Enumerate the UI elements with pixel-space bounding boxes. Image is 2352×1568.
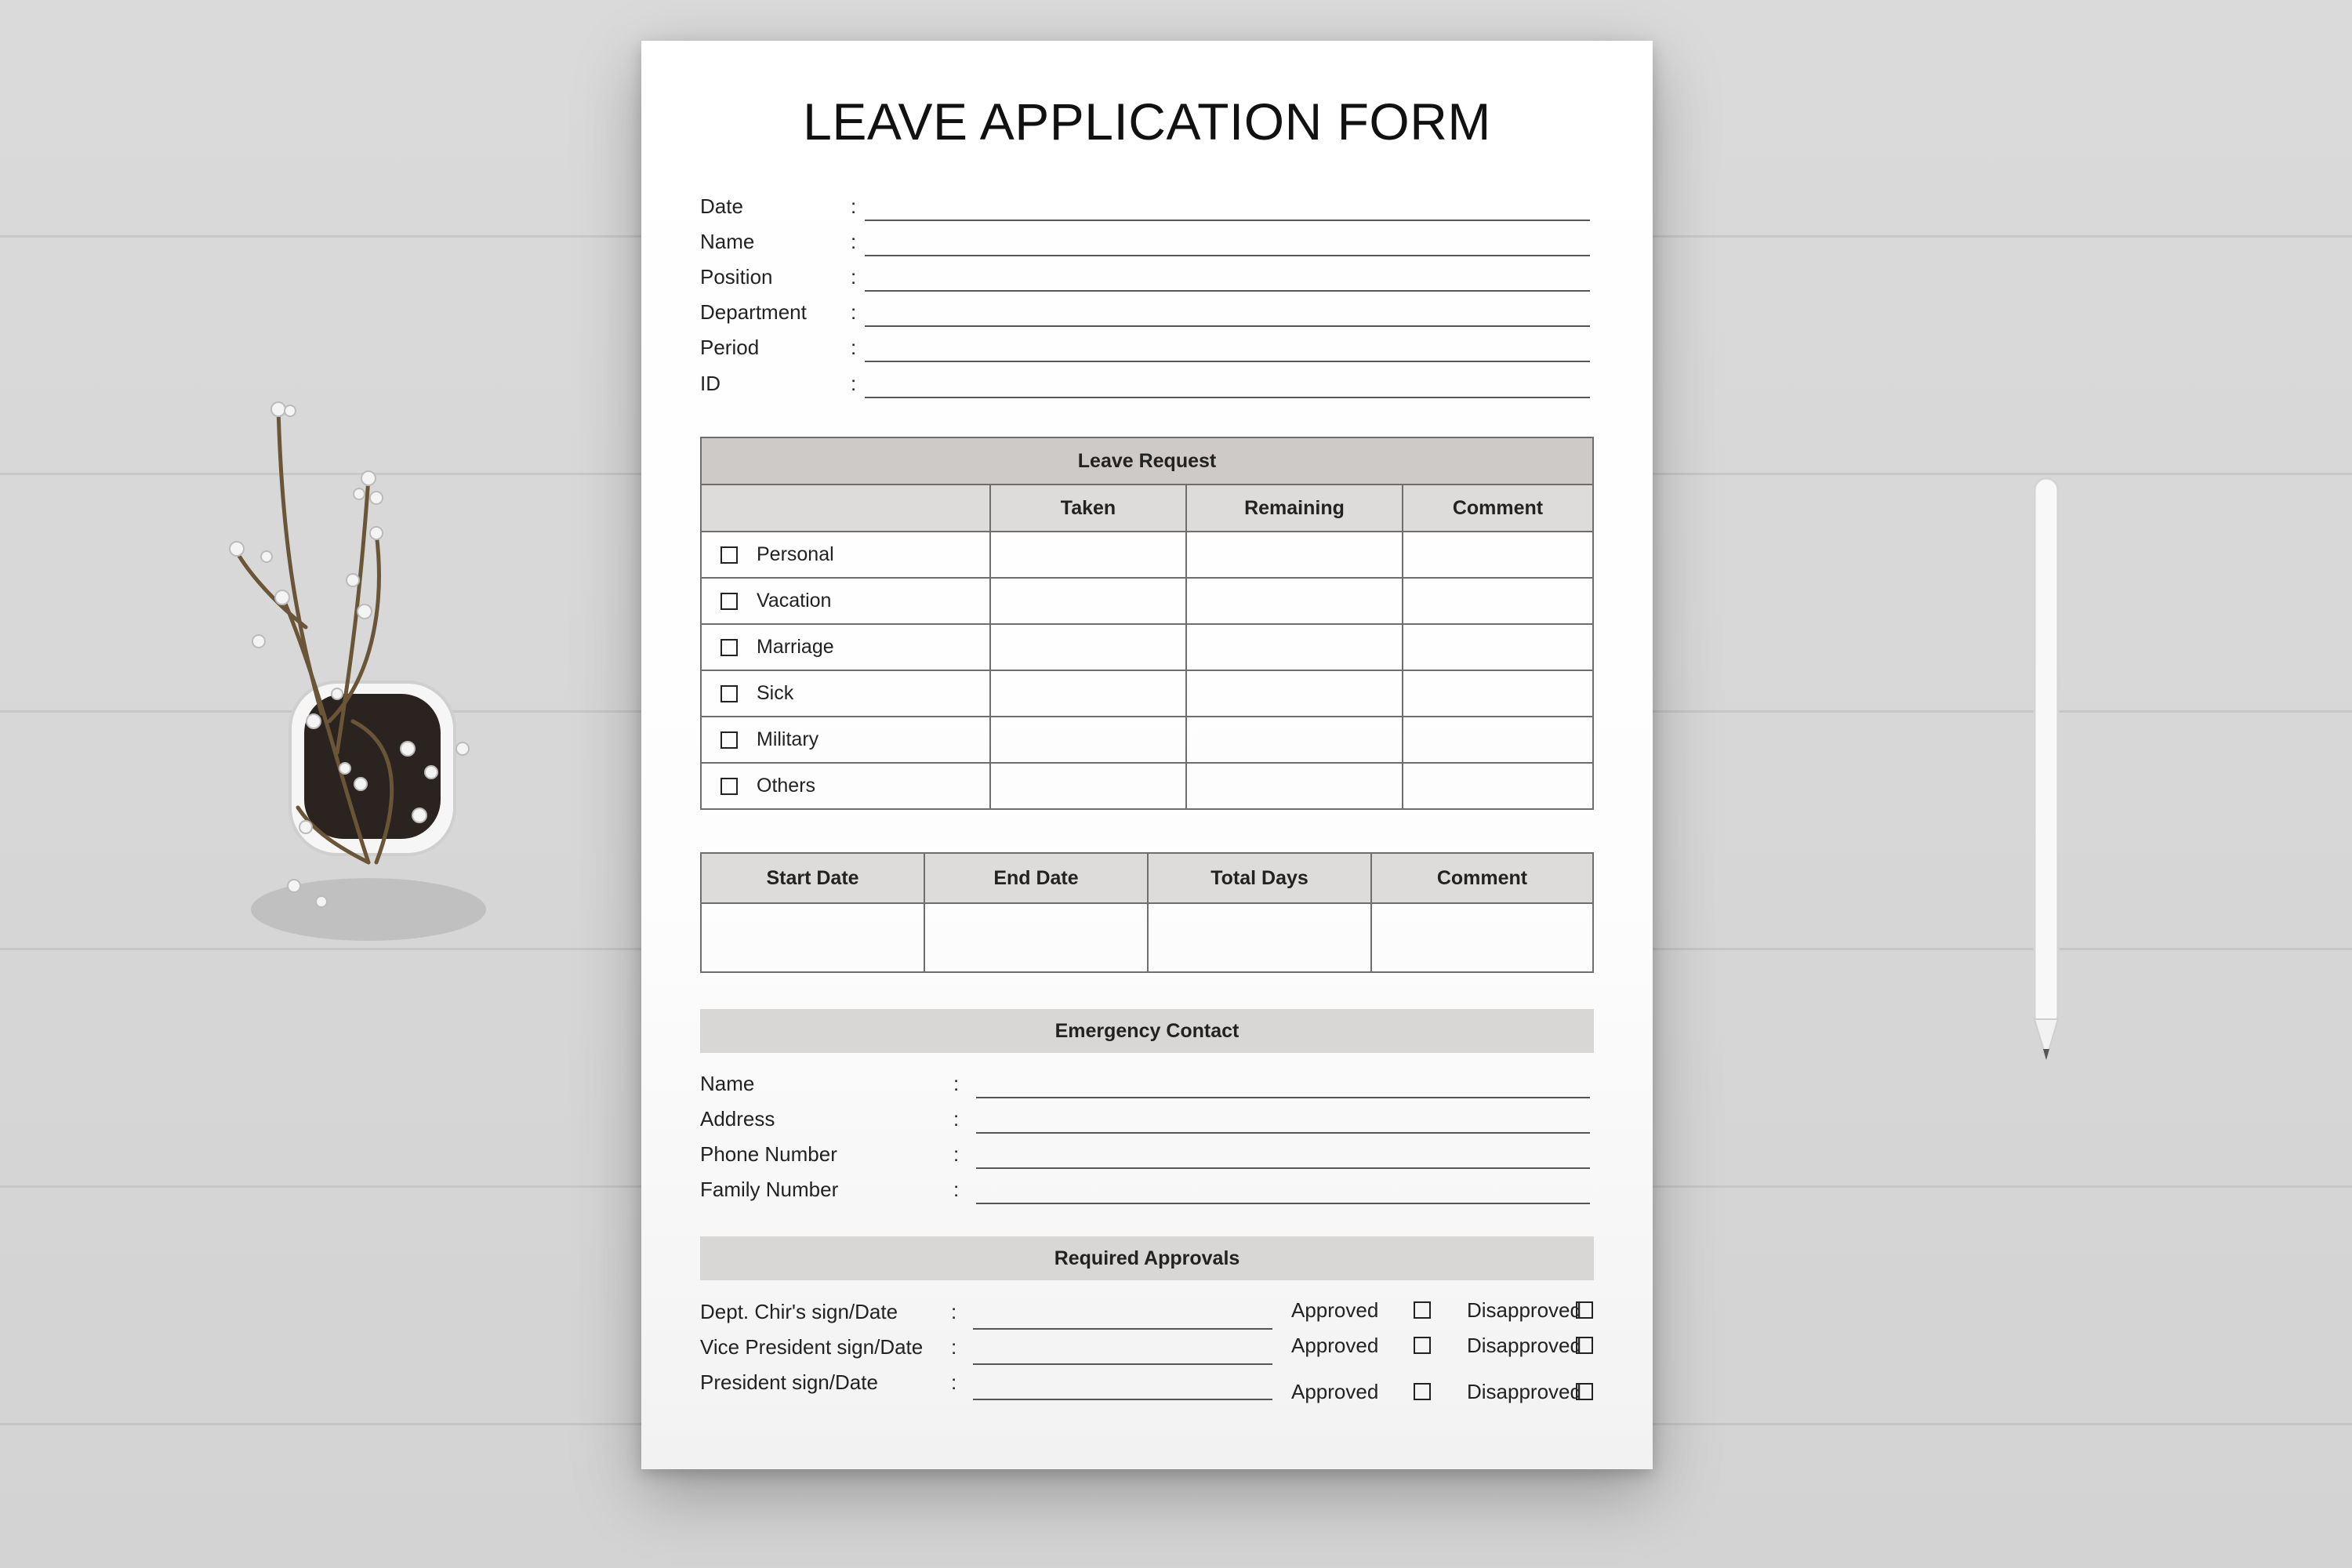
table-row	[701, 624, 1593, 670]
leave-type-cell	[701, 624, 990, 670]
comment-cell[interactable]	[1403, 532, 1593, 578]
leave-type-label: Sick	[757, 682, 794, 705]
approval-row-dept-chair	[700, 1300, 1594, 1334]
field-colon: :	[953, 1107, 960, 1131]
comment-cell[interactable]	[1403, 624, 1593, 670]
form-sheet	[641, 41, 1653, 1469]
field-colon: :	[953, 1142, 960, 1166]
checkbox-icon[interactable]	[720, 685, 738, 702]
total-days-cell[interactable]	[1148, 903, 1371, 972]
checkbox-icon[interactable]	[720, 546, 738, 564]
disapproved-checkbox-icon[interactable]	[1576, 1383, 1593, 1400]
column-header-comment: Comment	[1371, 853, 1593, 903]
pencil-icon	[2027, 470, 2066, 1066]
column-header-remaining: Remaining	[1186, 485, 1403, 532]
taken-cell[interactable]	[990, 578, 1186, 624]
field-colon: :	[851, 265, 857, 289]
table-row	[701, 670, 1593, 717]
emergency-phone-input-line[interactable]	[976, 1167, 1590, 1169]
period-input-line[interactable]	[865, 361, 1590, 362]
field-label: Name	[700, 1072, 755, 1095]
checkbox-icon[interactable]	[720, 778, 738, 795]
checkbox-icon[interactable]	[720, 731, 738, 749]
field-colon: :	[851, 336, 857, 359]
approval-colon: :	[951, 1335, 957, 1359]
emergency-family-input-line[interactable]	[976, 1203, 1590, 1204]
info-field-period	[700, 336, 1590, 367]
plant-pot-icon	[220, 392, 517, 956]
approval-row-president	[700, 1370, 1594, 1405]
date-input-line[interactable]	[865, 220, 1590, 221]
disapproved-label: Disapproved	[1467, 1298, 1581, 1322]
signature-line[interactable]	[973, 1399, 1272, 1400]
field-label: Position	[700, 265, 773, 289]
approved-checkbox-icon[interactable]	[1414, 1337, 1431, 1354]
column-header-start-date: Start Date	[701, 853, 924, 903]
field-label: Period	[700, 336, 760, 359]
leave-type-label: Vacation	[757, 590, 832, 612]
remaining-cell[interactable]	[1186, 763, 1403, 809]
taken-cell[interactable]	[990, 624, 1186, 670]
field-label: Department	[700, 300, 807, 324]
field-colon: :	[953, 1178, 960, 1201]
signature-line[interactable]	[973, 1328, 1272, 1330]
id-input-line[interactable]	[865, 397, 1590, 398]
remaining-cell[interactable]	[1186, 670, 1403, 717]
taken-cell[interactable]	[990, 670, 1186, 717]
leave-type-label: Others	[757, 775, 816, 797]
end-date-cell[interactable]	[924, 903, 1148, 972]
table-row	[701, 763, 1593, 809]
approval-row-vice-president	[700, 1335, 1594, 1370]
approval-colon: :	[951, 1300, 957, 1323]
table-row	[701, 532, 1593, 578]
remaining-cell[interactable]	[1186, 578, 1403, 624]
remaining-cell[interactable]	[1186, 717, 1403, 763]
column-header-comment: Comment	[1403, 485, 1593, 532]
column-header-total-days: Total Days	[1148, 853, 1371, 903]
field-colon: :	[851, 230, 857, 253]
leave-type-label: Marriage	[757, 636, 834, 659]
comment-cell[interactable]	[1403, 670, 1593, 717]
approval-label: Dept. Chir's sign/Date	[700, 1300, 898, 1323]
approved-checkbox-icon[interactable]	[1414, 1383, 1431, 1400]
approval-label: President sign/Date	[700, 1370, 878, 1394]
comment-cell[interactable]	[1403, 717, 1593, 763]
leave-request-table	[700, 437, 1594, 810]
taken-cell[interactable]	[990, 532, 1186, 578]
info-field-position	[700, 265, 1590, 296]
approved-checkbox-icon[interactable]	[1414, 1301, 1431, 1319]
field-label: Address	[700, 1107, 775, 1131]
emergency-contact-header: Emergency Contact	[700, 1009, 1594, 1053]
start-date-cell[interactable]	[701, 903, 924, 972]
leave-type-cell	[701, 670, 990, 717]
position-input-line[interactable]	[865, 290, 1590, 292]
approval-colon: :	[951, 1370, 957, 1394]
table-row	[701, 903, 1593, 972]
emergency-field-family	[700, 1178, 1590, 1209]
remaining-cell[interactable]	[1186, 624, 1403, 670]
field-label: Name	[700, 230, 755, 253]
disapproved-label: Disapproved	[1467, 1334, 1581, 1357]
comment-cell[interactable]	[1403, 578, 1593, 624]
field-colon: :	[851, 300, 857, 324]
approved-label: Approved	[1291, 1298, 1379, 1322]
leave-type-cell	[701, 532, 990, 578]
column-header	[701, 485, 990, 532]
signature-line[interactable]	[973, 1363, 1272, 1365]
field-label: Date	[700, 194, 743, 218]
disapproved-label: Disapproved	[1467, 1380, 1581, 1403]
table-row	[701, 578, 1593, 624]
field-colon: :	[953, 1072, 960, 1095]
leave-type-cell	[701, 717, 990, 763]
column-header-taken: Taken	[990, 485, 1186, 532]
info-field-name	[700, 230, 1590, 261]
leave-type-label: Military	[757, 728, 819, 751]
remaining-cell[interactable]	[1186, 532, 1403, 578]
emergency-field-address	[700, 1107, 1590, 1138]
field-label: Phone Number	[700, 1142, 837, 1166]
approval-label: Vice President sign/Date	[700, 1335, 924, 1359]
emergency-address-input-line[interactable]	[976, 1132, 1590, 1134]
form-title: LEAVE APPLICATION FORM	[803, 93, 1491, 151]
comment-cell[interactable]	[1403, 763, 1593, 809]
leave-type-label: Personal	[757, 543, 834, 566]
field-colon: :	[851, 372, 857, 395]
approved-label: Approved	[1291, 1380, 1379, 1403]
field-label: Family Number	[700, 1178, 839, 1201]
leave-request-title: Leave Request	[701, 437, 1593, 485]
disapproved-checkbox-icon[interactable]	[1576, 1301, 1593, 1319]
emergency-field-phone	[700, 1142, 1590, 1174]
checkbox-icon[interactable]	[720, 639, 738, 656]
info-field-id	[700, 372, 1590, 403]
name-input-line[interactable]	[865, 255, 1590, 256]
required-approvals-header: Required Approvals	[700, 1236, 1594, 1280]
table-row	[701, 717, 1593, 763]
leave-type-cell	[701, 763, 990, 809]
leave-type-cell	[701, 578, 990, 624]
field-colon: :	[851, 194, 857, 218]
column-header-end-date: End Date	[924, 853, 1148, 903]
field-label: ID	[700, 372, 720, 395]
emergency-field-name	[700, 1072, 1590, 1103]
approved-label: Approved	[1291, 1334, 1379, 1357]
comment-cell[interactable]	[1371, 903, 1593, 972]
leave-dates-table	[700, 852, 1594, 973]
taken-cell[interactable]	[990, 763, 1186, 809]
emergency-name-input-line[interactable]	[976, 1097, 1590, 1098]
info-field-date	[700, 194, 1590, 226]
taken-cell[interactable]	[990, 717, 1186, 763]
department-input-line[interactable]	[865, 325, 1590, 327]
disapproved-checkbox-icon[interactable]	[1576, 1337, 1593, 1354]
checkbox-icon[interactable]	[720, 593, 738, 610]
info-field-department	[700, 300, 1590, 332]
